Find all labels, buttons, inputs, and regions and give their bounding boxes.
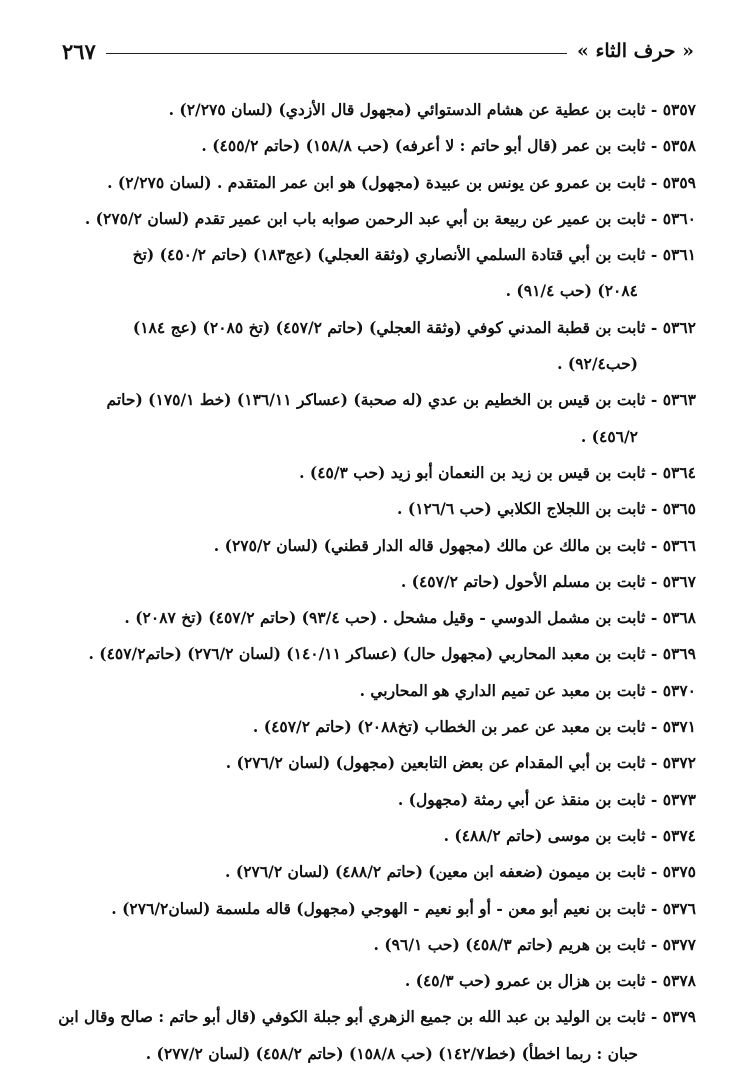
list-item bbox=[44, 528, 696, 564]
entry-number: ٥٣٦٨ bbox=[662, 608, 696, 628]
list-item bbox=[44, 310, 696, 383]
entry-text-continuation: حبان : ربما اخطأ) (خط١٤٢/٧) (حب ١٥٨/٨) (حاتم ٤٥٨/٢) (لسان ٢٧٧/٢) . bbox=[145, 1043, 638, 1063]
entry-number: ٥٣٧٣ bbox=[662, 789, 696, 809]
entry-number: ٥٣٧١ bbox=[662, 717, 696, 737]
entry-text: - ثابت بن منقذ عن أبي رمثة (مجهول) . bbox=[397, 789, 658, 809]
list-item bbox=[44, 382, 696, 455]
entry-text-continuation: (حب٩٢/٤) . bbox=[557, 354, 638, 374]
entry-text: - ثابت بن عطية عن هشام الدستوائي (مجهول قال الأزدي) (لسان ٢/٢٧٥) . bbox=[168, 100, 658, 119]
list-item bbox=[44, 891, 696, 927]
entry-number: ٥٣٦٢ bbox=[662, 317, 696, 337]
list-item bbox=[44, 745, 696, 781]
list-item bbox=[44, 673, 696, 709]
entry-text: - ثابت بن مالك عن مالك (مجهول قاله الدار قطني) (لسان ٢٧٥/٢) . bbox=[213, 535, 658, 555]
entry-number: ٥٣٧٠ bbox=[662, 680, 696, 700]
entry-list bbox=[44, 92, 696, 1072]
list-item bbox=[44, 128, 696, 164]
entry-number: ٥٣٧٩ bbox=[662, 1007, 696, 1027]
entry-text: - ثابت بن مشمل الدوسي - وقيل مشحل . (حب ٩٣/٤) (حاتم ٤٥٧/٢) (تخ ٢٠٨٧) . bbox=[124, 608, 658, 628]
header-rule bbox=[106, 53, 567, 54]
entry-text: - ثابت بن عمرو عن يونس بن عبيدة (مجهول) هو ابن عمر المتقدم . (لسان ٢/٢٧٥) . bbox=[107, 172, 658, 192]
list-item bbox=[44, 165, 696, 201]
page-header bbox=[62, 36, 694, 66]
entry-text: - ثابت بن قطبة المدني كوفي (وثقة العجلي) (حاتم ٤٥٧/٢) (تخ ٢٠٨٥) (عج ١٨٤) bbox=[132, 317, 658, 337]
entry-number: ٥٣٥٧ bbox=[662, 100, 696, 119]
entry-number: ٥٣٦٩ bbox=[662, 644, 696, 664]
entry-number: ٥٣٦٥ bbox=[662, 499, 696, 519]
list-item bbox=[44, 92, 696, 128]
page-number: ٢٦٧ bbox=[62, 38, 96, 64]
entry-number: ٥٣٦٠ bbox=[662, 208, 696, 228]
entry-text: - ثابت بن هريم (حاتم ٤٥٨/٣) (حب ٩٦/١) . bbox=[373, 934, 658, 954]
entry-text: - ثابت بن معبد عن عمر بن الخطاب (تخ٢٠٨٨) (حاتم ٤٥٧/٢) . bbox=[252, 717, 658, 737]
entry-number: ٥٣٥٩ bbox=[662, 172, 696, 192]
list-item bbox=[44, 963, 696, 999]
entry-number: ٥٣٧٤ bbox=[662, 825, 696, 845]
entry-number: ٥٣٧٦ bbox=[662, 898, 696, 918]
list-item bbox=[44, 782, 696, 818]
list-item bbox=[44, 818, 696, 854]
entry-text: - ثابت بن أبي قتادة السلمي الأنصاري (وثقة العجلي) (عج١٨٣) (حاتم ٤٥٠/٢) (تخ bbox=[132, 245, 658, 265]
entry-number: ٥٣٦١ bbox=[662, 245, 696, 265]
entry-number: ٥٣٧٢ bbox=[662, 753, 696, 773]
entry-number: ٥٣٧٨ bbox=[662, 971, 696, 991]
entry-text: - ثابت بن نعيم أبو معن - أو أبو نعيم - الهوجي (مجهول) قاله ملسمة (لسان٢٧٦/٢) . bbox=[111, 898, 658, 918]
entry-text: - ثابت بن مسلم الأحول (حاتم ٤٥٧/٢) . bbox=[400, 571, 658, 591]
entry-text: - ثابت بن عمير عن ربيعة بن أبي عبد الرحمن صوابه باب ابن عمير تقدم (لسان ٢٧٥/٢) . bbox=[84, 208, 658, 228]
list-item bbox=[44, 491, 696, 527]
list-item bbox=[44, 455, 696, 491]
list-item bbox=[44, 600, 696, 636]
entry-text: - ثابت بن قيس بن الخطيم بن عدي (له صحبة) (عساكر ١٣٦/١١) (خط ١٧٥/١) (حاتم bbox=[106, 390, 658, 410]
entry-number: ٥٣٦٧ bbox=[662, 571, 696, 591]
entry-text: - ثابت بن اللجلاج الكلابي (حب ١٢٦/٦) . bbox=[397, 499, 658, 519]
entry-text: - ثابت بن معبد المحاربي (مجهول حال) (عساكر ١٤٠/١١) (لسان ٢٧٦/٢) (حاتم٤٥٧/٢) . bbox=[88, 644, 658, 664]
list-item bbox=[44, 237, 696, 310]
entry-text: - ثابت بن عمر (قال أبو حاتم : لا أعرفه) (حب ١٥٨/٨) (حاتم ٤٥٥/٢) . bbox=[201, 136, 658, 156]
entry-text: - ثابت بن أبي المقدام عن بعض التابعين (مجهول) (لسان ٢٧٦/٢) . bbox=[225, 753, 658, 773]
entry-number: ٥٣٧٧ bbox=[662, 934, 696, 954]
entry-text: - ثابت بن هزال بن عمرو (حب ٤٥/٣) . bbox=[404, 971, 658, 991]
entry-text: - ثابت بن الوليد بن عبد الله بن جميع الزهري أبو جبلة الكوفي (قال أبو حاتم : صالح وقال ابن bbox=[58, 1007, 658, 1027]
list-item bbox=[44, 636, 696, 672]
entry-number: ٥٣٦٣ bbox=[662, 390, 696, 410]
entry-text-continuation: ٢٠٨٤) (حب ٩١/٤) . bbox=[505, 281, 638, 301]
entry-number: ٥٣٦٦ bbox=[662, 535, 696, 555]
list-item bbox=[44, 854, 696, 890]
entry-text: - ثابت بن ميمون (ضعفه ابن معين) (حاتم ٤٨٨/٢) (لسان ٢٧٦/٢) . bbox=[225, 862, 658, 882]
list-item bbox=[44, 927, 696, 963]
entry-number: ٥٣٧٥ bbox=[662, 862, 696, 882]
entry-text: - ثابت بن قيس بن زيد بن النعمان أبو زيد (حب ٤٥/٣) . bbox=[299, 462, 658, 482]
entry-number: ٥٣٥٨ bbox=[662, 136, 696, 156]
list-item bbox=[44, 709, 696, 745]
list-item bbox=[44, 564, 696, 600]
entry-text-continuation: ٤٥٦/٢) . bbox=[580, 426, 638, 446]
entry-text: - ثابت بن معبد عن تميم الداري هو المحاربي . bbox=[359, 680, 658, 700]
entry-text: - ثابت بن موسى (حاتم ٤٨٨/٢) . bbox=[443, 825, 658, 845]
list-item bbox=[44, 999, 696, 1072]
running-title: « حرف الثاء » bbox=[576, 40, 694, 62]
list-item bbox=[44, 201, 696, 237]
entry-number: ٥٣٦٤ bbox=[662, 462, 696, 482]
